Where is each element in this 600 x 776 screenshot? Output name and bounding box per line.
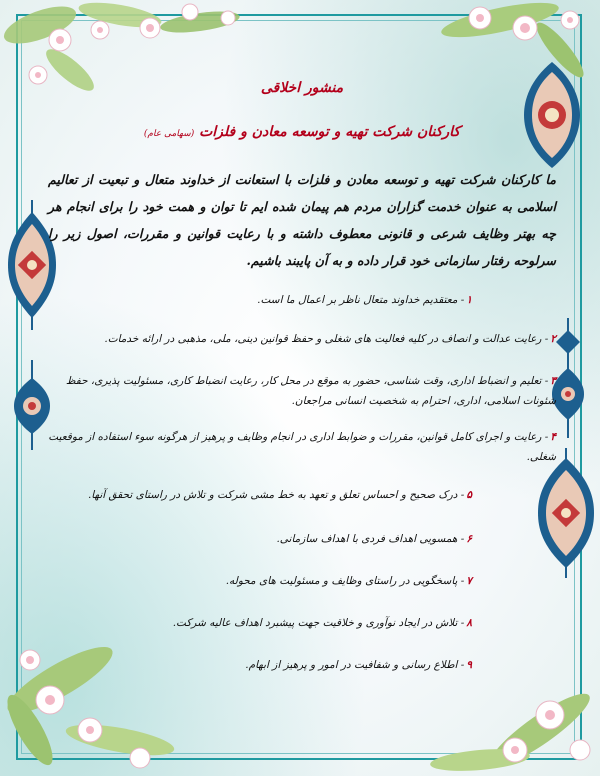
page-subtitle [48, 124, 556, 140]
list-item [48, 371, 556, 411]
item-text: - اطلاع رسانی و شفافیت در امور و پرهیز از ابهام. [245, 659, 465, 671]
item-text: - تلاش در ایجاد نوآوری و خلاقیت جهت پیشبرد اهداف عالیه شرکت. [172, 617, 465, 629]
item-number: ۵ [466, 489, 472, 501]
item-number: ۹ [466, 659, 472, 671]
subtitle-text: کارکنان شرکت تهیه و توسعه معادن و فلزات [199, 124, 461, 140]
page-title: منشور اخلاقی [260, 80, 344, 96]
list-item [48, 655, 472, 675]
item-number: ۴ [550, 431, 556, 443]
item-text: - معتقدیم خداوند متعال ناظر بر اعمال ما است. [257, 294, 465, 306]
item-text: - تعلیم و انضباط اداری، وقت شناسی، حضور به موقع در محل کار، رعایت انضباط کاری، مسئولیت پذیری، حفظ شئونات اسلامی، اداری، احترام به شخصیت انسانی مراجعان. [65, 375, 556, 407]
item-number: ۱ [466, 294, 472, 306]
list-item [48, 529, 472, 549]
item-text: - پاسخگویی در راستای وظایف و مسئولیت های محوله. [225, 575, 465, 587]
item-text: - رعایت و اجرای کامل قوانین، مقررات و ضوابط اداری در انجام وظایف و پرهیز از هرگونه سوء استفاده از موقعیت شغلی. [48, 431, 556, 463]
charter-content [48, 70, 556, 675]
list-item [48, 290, 472, 310]
item-number: ۷ [466, 575, 472, 587]
item-number: ۸ [466, 617, 472, 629]
item-number: ۶ [466, 533, 472, 545]
item-number: ۲ [550, 333, 556, 345]
list-item [48, 427, 556, 467]
item-number: ۳ [550, 375, 556, 387]
item-text: - درک صحیح و احساس تعلق و تعهد به خط مشی شرکت و تلاش در راستای تحقق آنها. [87, 489, 465, 501]
subtitle-note: (سهامی عام) [143, 129, 195, 139]
list-item [48, 613, 472, 633]
list-item [48, 571, 472, 591]
intro-paragraph: ما کارکنان شرکت تهیه و توسعه معادن و فلزات با استعانت از خداوند متعال و تبعیت از تعالیم اسلامی به عنوان خدمت گزاران مردم هم پیمان شده ایم تا توان و همت خود را برای انجام هر چه بهتر وظایف شرعی و قانونی معطوف داشته و با رعایت قوانین و مقررات، اصول زیر را سرلوحه رفتار سازمانی خود قرار داده و به آن پایبند باشیم. [48, 172, 556, 268]
list-item [48, 329, 556, 349]
item-text: - رعایت عدالت و انصاف در کلیه فعالیت های شغلی و حفظ قوانین دینی، ملی، مذهبی در ارائه خدمات. [104, 333, 549, 345]
item-text: - همسویی اهداف فردی با اهداف سازمانی. [276, 533, 465, 545]
list-item [48, 485, 472, 505]
